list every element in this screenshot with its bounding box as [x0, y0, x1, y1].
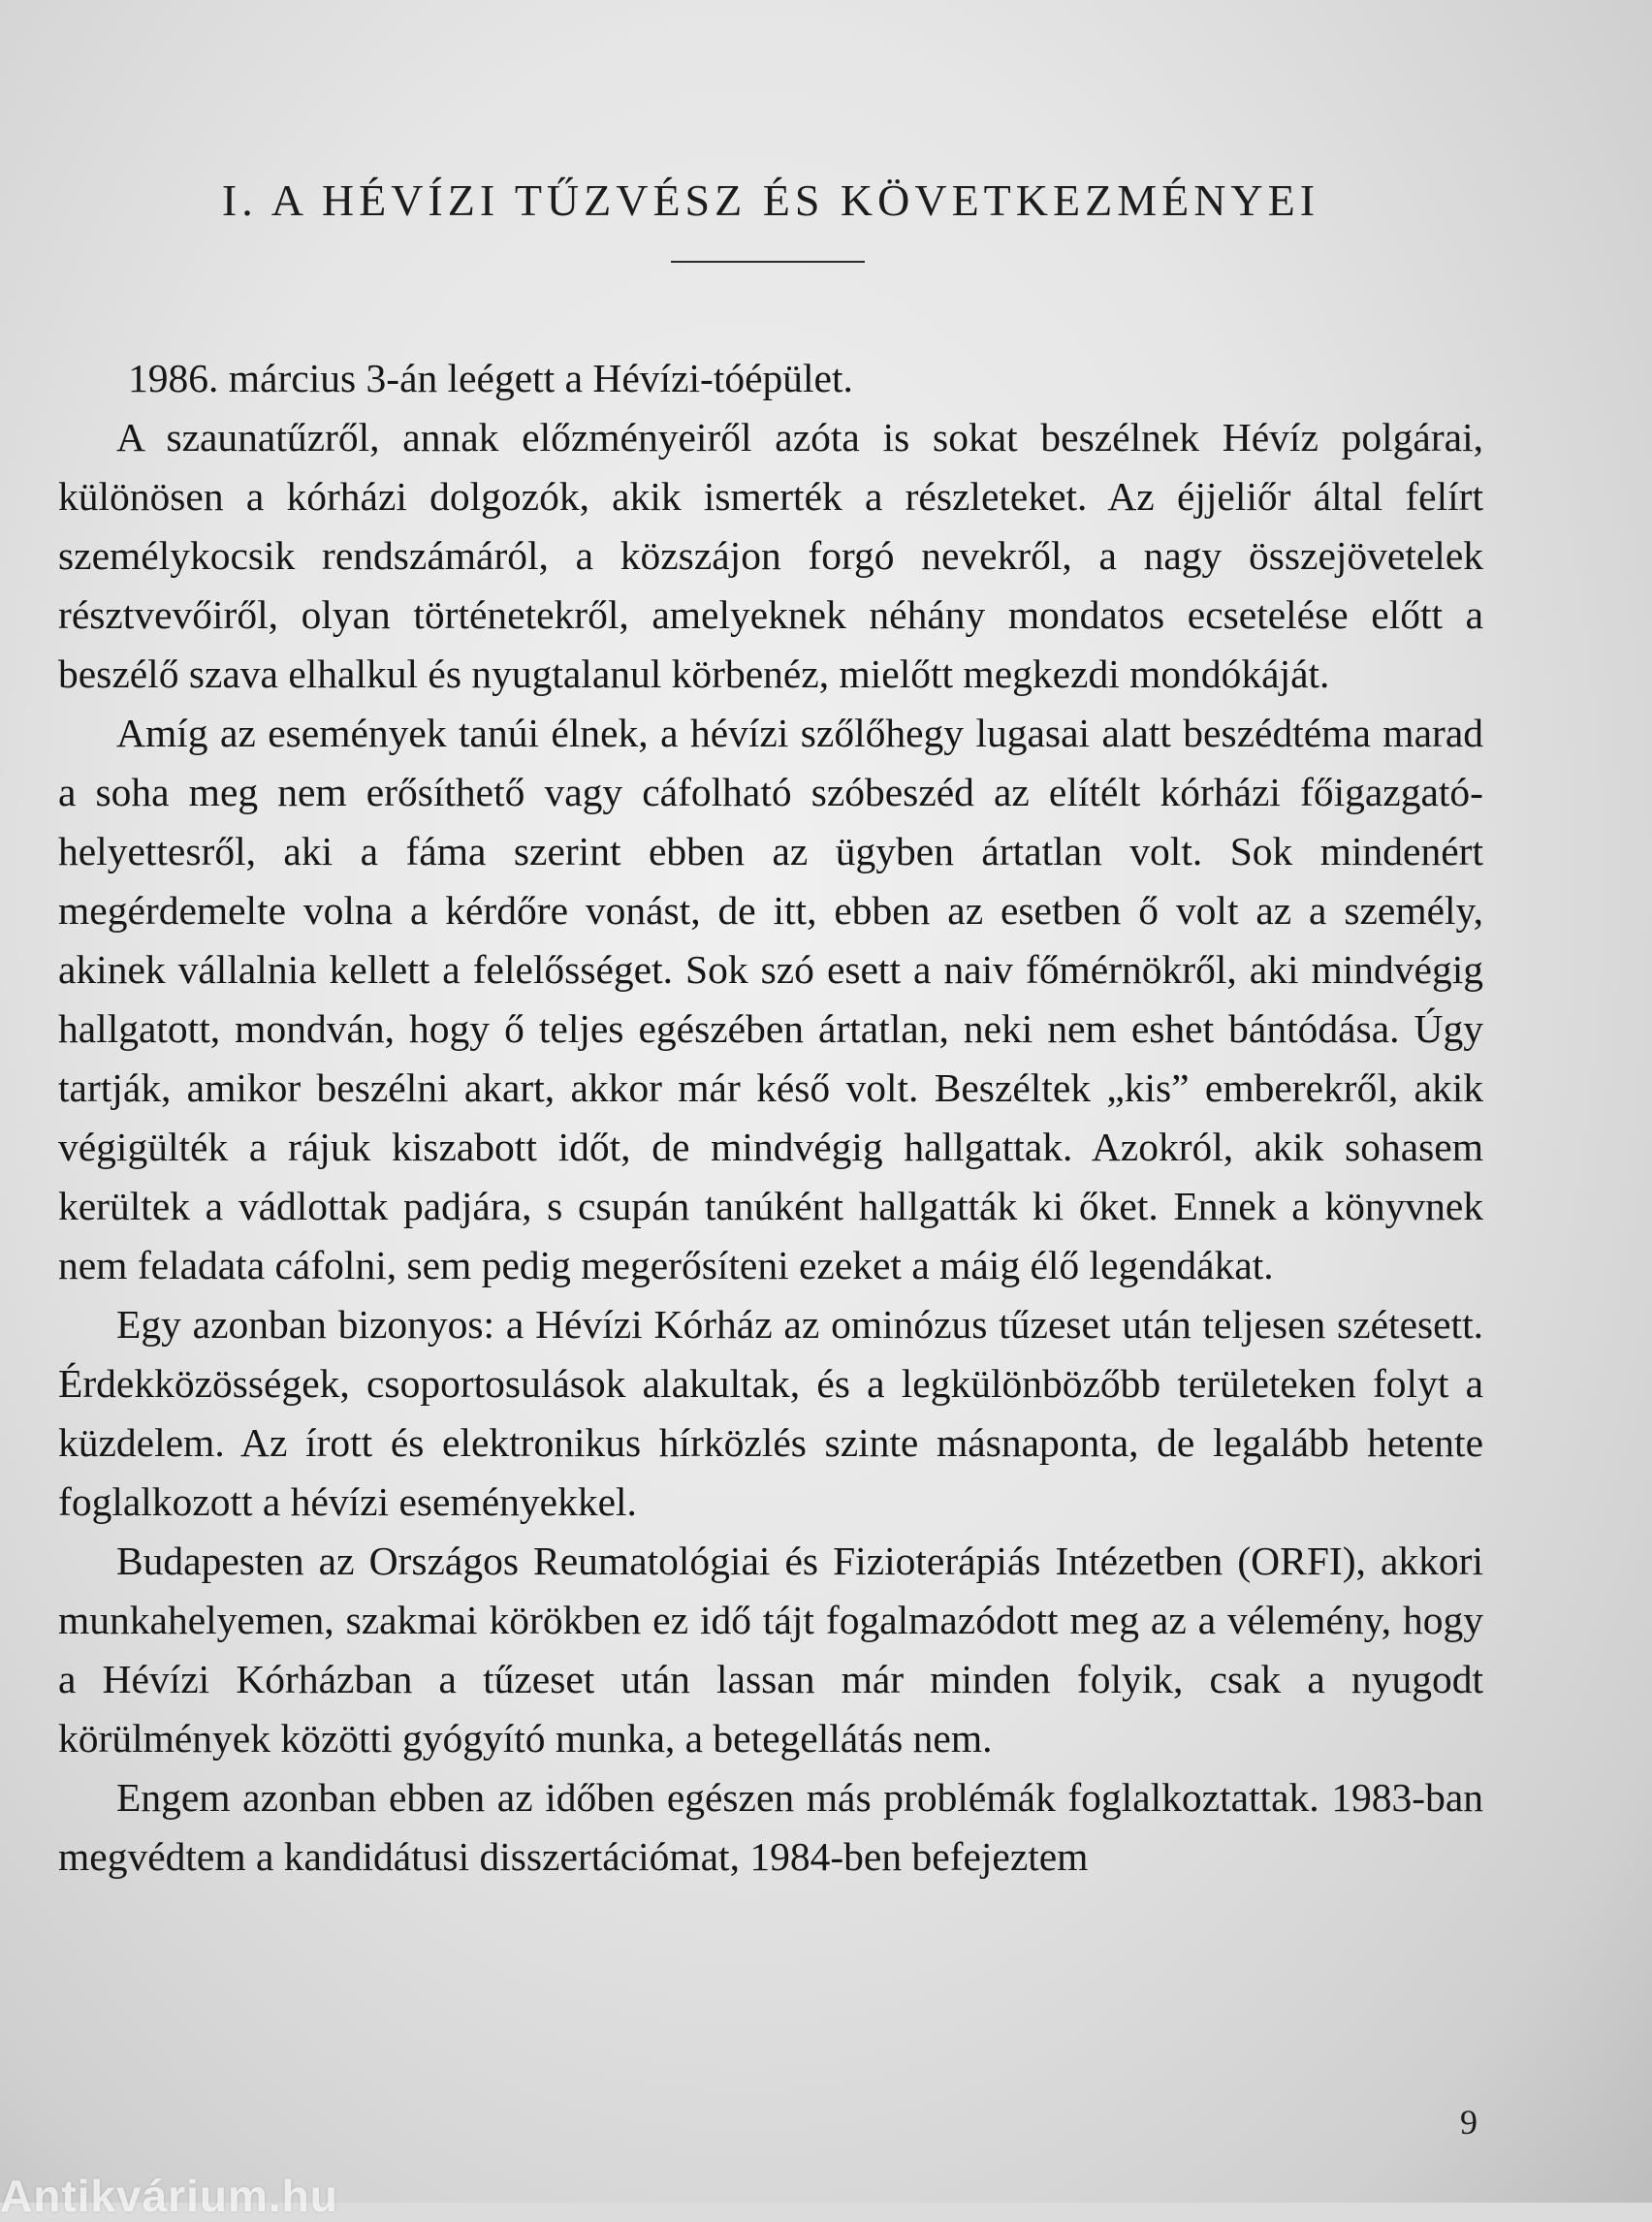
- body-text: [58, 349, 1483, 1887]
- watermark: Antikvárium.hu: [0, 2171, 338, 2221]
- chapter-title: I. A HÉVÍZI TŰZVÉSZ ÉS KÖVETKEZMÉNYEI: [221, 175, 1320, 225]
- paragraph: A szaunatűzről, annak előzményeiről azóta is sokat beszélnek Hévíz polgárai, különösen a kórházi dolgozók, akik ismerték a részleteket. Az éjjeliőr által felírt személykocsik rendszámáról, a közszájon forgó nevekről, a nagy összejövetelek résztvevőiről, olyan történetekről, amelyeknek néhány mondatos ecsetelése előtt a beszélő szava elhalkul és nyugtalanul körbenéz, mielőtt megkezdi mondókáját.: [58, 415, 1483, 696]
- paragraph: Engem azonban ebben az időben egészen más problémák foglalkoztattak. 1983-ban megvédtem a kandidátusi disszertációmat, 1984-ben befejeztem: [58, 1775, 1483, 1879]
- title-divider: [671, 261, 865, 263]
- page-number: 9: [1460, 2103, 1477, 2142]
- paragraph: Budapesten az Országos Reumatológiai és Fizioterápiás Intézetben (ORFI), akkori munkahelyemen, szakmai körökben ez idő tájt fogalmazódott meg az a vélemény, hogy a Hévízi Kórházban a tűzeset után lassan már minden folyik, csak a nyugodt körülmények közötti gyógyító munka, a betegellátás nem.: [58, 1539, 1483, 1761]
- paragraph: Egy azonban bizonyos: a Hévízi Kórház az ominózus tűzeset után teljesen szétesett. Érdekközösségek, csoportosulások alakultak, és a legkülönbözőbb területeken folyt a küzdelem. Az írott és elektronikus hírközlés szinte másnaponta, de legalább hetente foglalkozott a hévízi eseményekkel.: [58, 1302, 1483, 1524]
- paragraph: Amíg az események tanúi élnek, a hévízi szőlőhegy lugasai alatt beszédtéma marad a soha meg nem erősíthető vagy cáfolható szóbeszéd az elítélt kórházi főigazgató-helyettesről, aki a fáma szerint ebben az ügyben ártatlan volt. Sok mindenért megérdemelte volna a kérdőre vonást, de itt, ebben az esetben ő volt az a személy, akinek vállalnia kellett a felelősséget. Sok szó esett a naiv főmérnökről, aki mindvégig hallgatott, mondván, hogy ő teljes egészében ártatlan, neki nem eshet bántódása. Úgy tartják, amikor beszélni akart, akkor már késő volt. Beszéltek „kis” emberekről, akik végigülték a rájuk kiszabott időt, de mindvégig hallgattak. Azokról, akik sohasem kerültek a vádlottak padjára, s csupán tanúként hallgatták ki őket. Ennek a könyvnek nem feladata cáfolni, sem pedig megerősíteni ezeket a máig élő legendákat.: [58, 711, 1483, 1287]
- paragraph: 1986. március 3-án leégett a Hévízi-tóépület.: [128, 356, 853, 400]
